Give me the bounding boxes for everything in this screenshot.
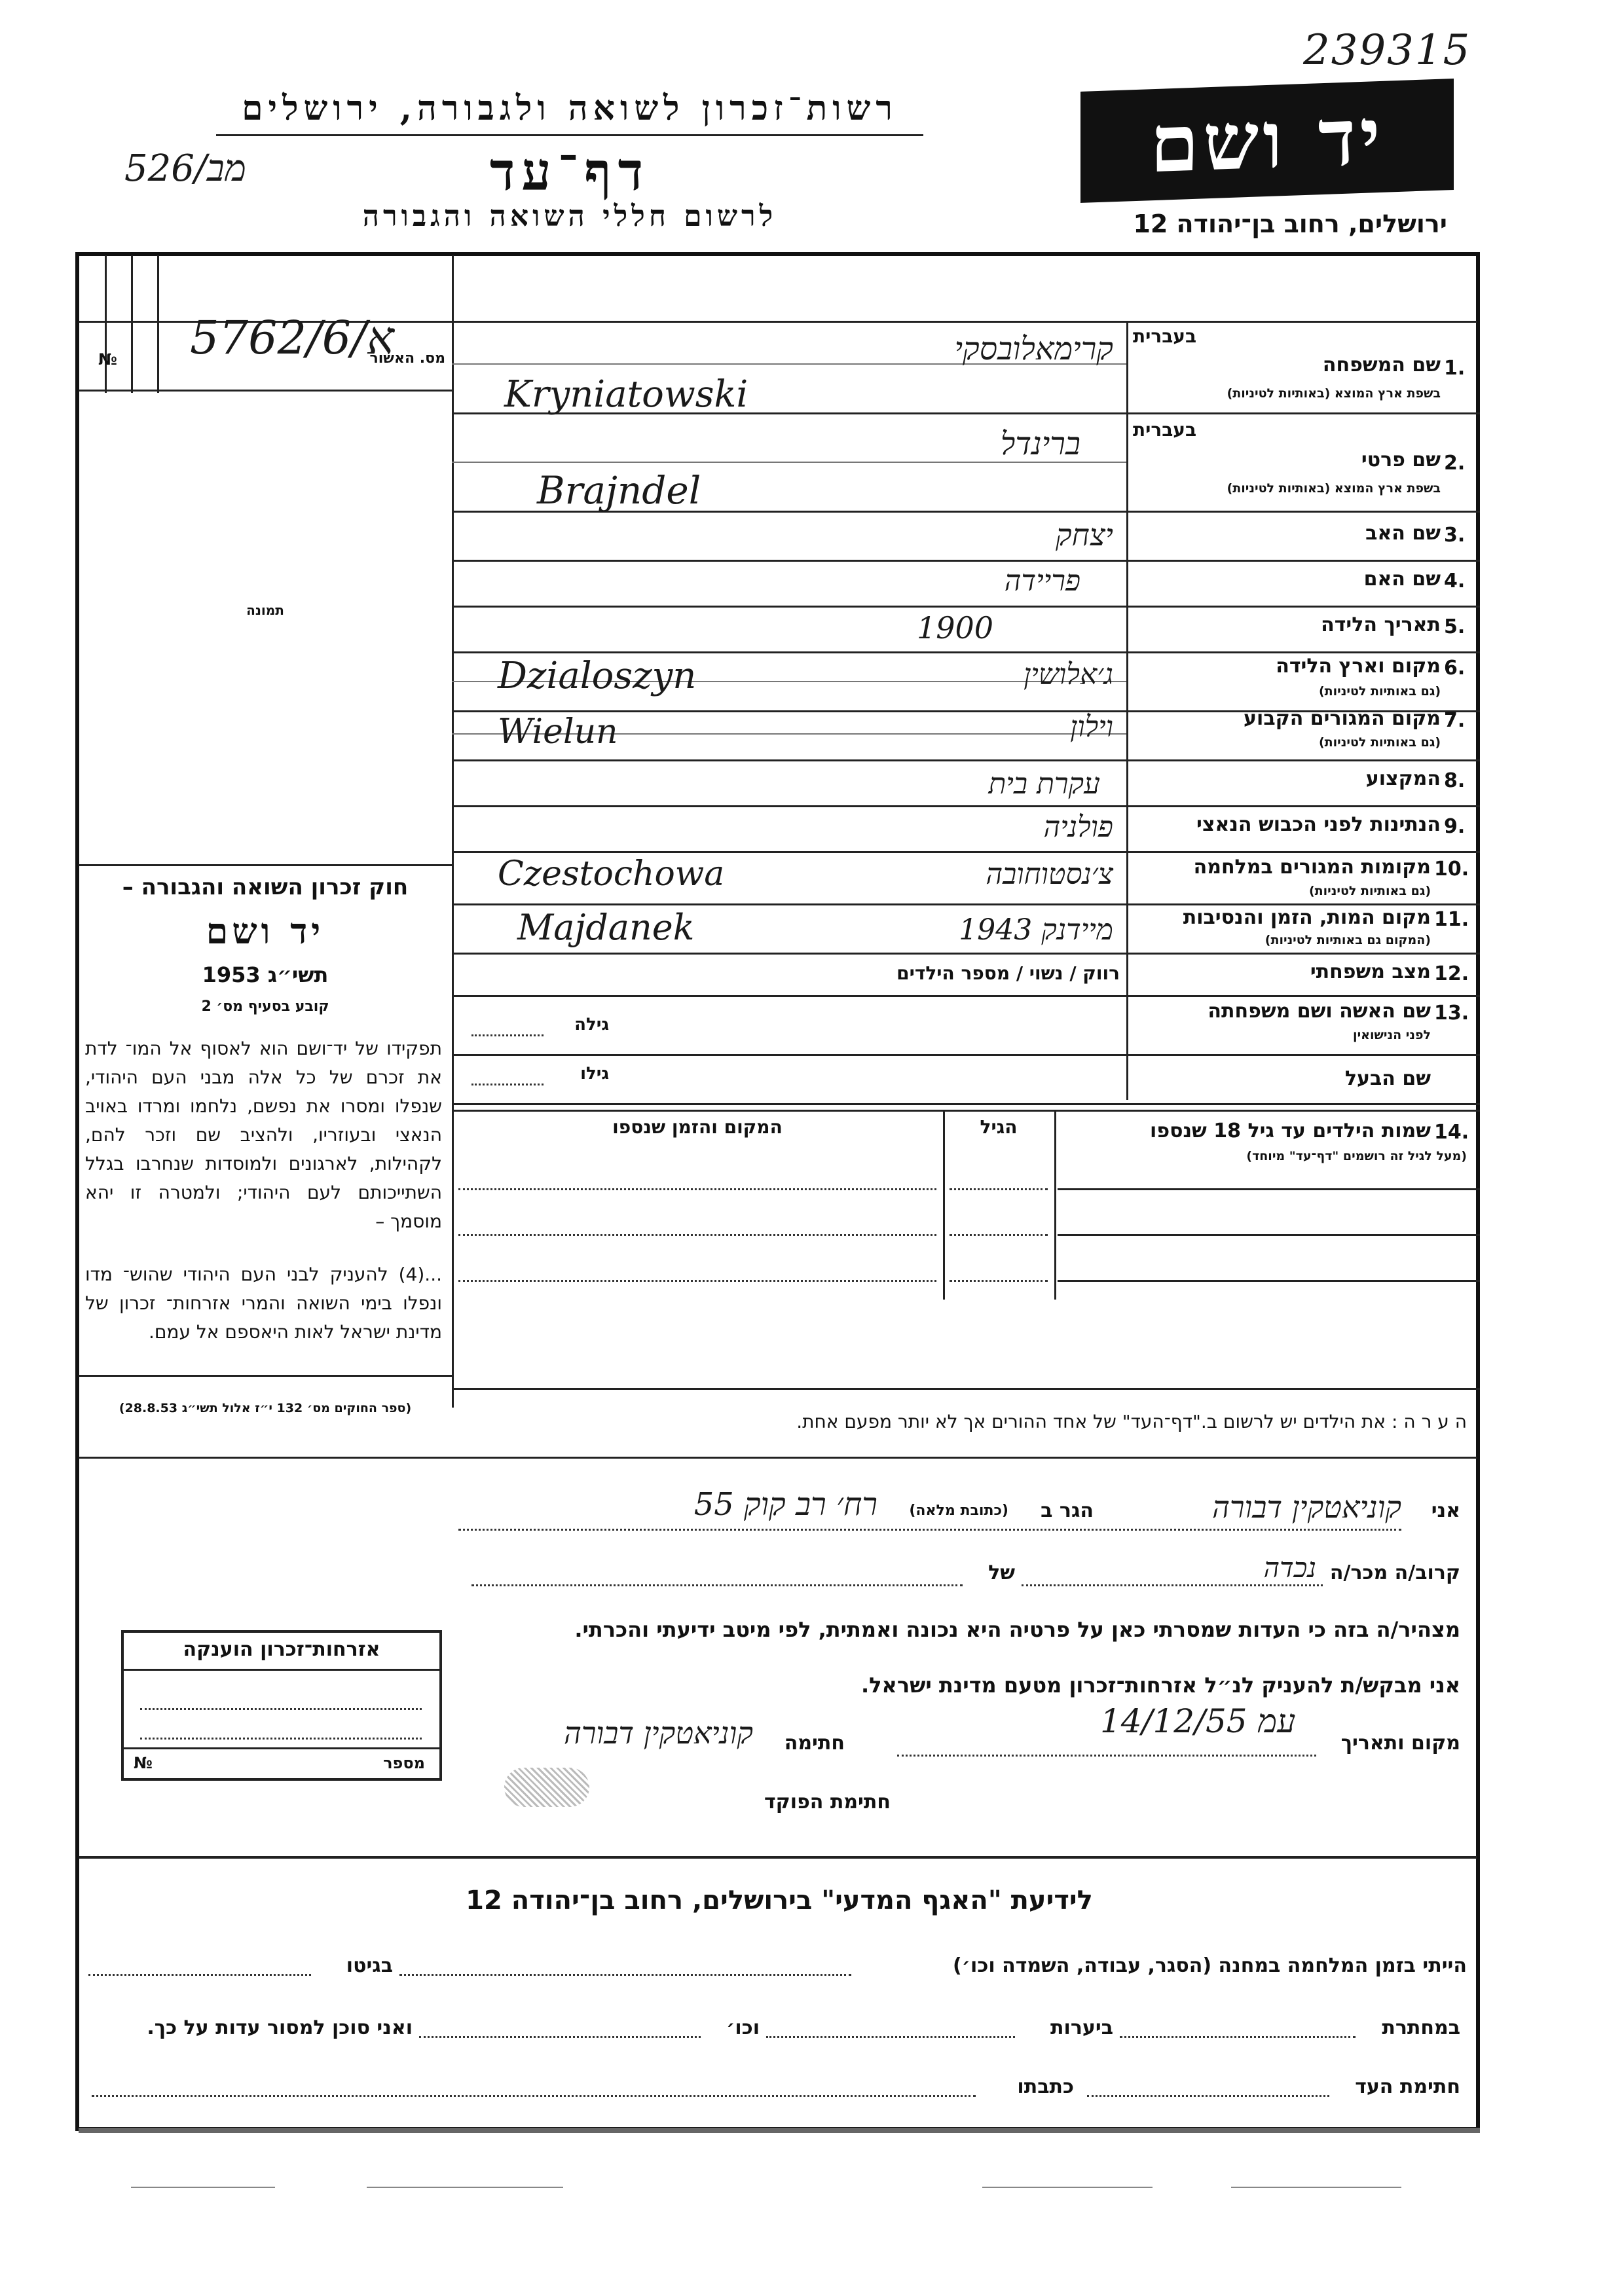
- declarant-address: רח׳ רב קוק 55: [693, 1486, 877, 1523]
- field-13-label: שם האשה ושם משפחתה: [1208, 1000, 1431, 1023]
- wife-age-label: גילה: [574, 1015, 609, 1034]
- field-11-value-lat: Majdanek: [517, 907, 695, 948]
- org-underline: [216, 134, 923, 136]
- place-date-value: עמ 14/12/55: [1100, 1702, 1296, 1740]
- field-6-sub: (גם באותיות לטיניות): [1318, 684, 1441, 699]
- footer-line2c: וכו׳: [726, 2016, 760, 2039]
- law-text-2: ...(4) להעניק לבני העם היהודי שהוש־ מדו ונפלו בימי השואה והמרי אזרחות־ זכרון של מדינת ישראל לאות היאספם אל עמם.: [85, 1264, 442, 1343]
- field-8-label: המקצוע: [1365, 767, 1441, 790]
- husband-age-label: גילו: [580, 1064, 609, 1084]
- citizenship-number-label: מספר: [383, 1754, 425, 1772]
- field-6-value-lat: Dzialoszyn: [498, 655, 697, 697]
- law-source: (ספר החוקים מס׳ 132 י״ז אלול תשי״ג 28.8.53): [119, 1401, 412, 1415]
- field-4-label: שם האם: [1363, 568, 1441, 591]
- field-3-value: יצחק: [1055, 517, 1113, 553]
- children-note: ה ע ר ה : את הילדים יש לרשום ב."דף־העד" של אחד ההורים אך לא יותר מפעם אחת.: [796, 1411, 1467, 1432]
- field-7-value-lat: Wielun: [498, 712, 618, 752]
- field-13-number: 13.: [1434, 1002, 1469, 1025]
- field-10-sub: (גם באותיות לטיניות): [1308, 884, 1431, 898]
- declarant-label: אני: [1431, 1499, 1460, 1522]
- field-11-sub: (המקום גם באותיות לטיניות): [1264, 933, 1431, 947]
- footer-line1b: בגיטו: [346, 1954, 393, 1977]
- field-9-value: פולניה: [1043, 811, 1113, 844]
- field-5-number: 5.: [1444, 615, 1466, 638]
- logo-text: יד ושם: [1150, 90, 1384, 191]
- field-11-value-heb: מיידנק 1943: [959, 913, 1113, 947]
- field-8-number: 8.: [1444, 769, 1466, 792]
- handwritten-ref: 526/מב: [124, 147, 246, 190]
- field-2-label: שם פרטי: [1361, 448, 1441, 471]
- signature-label: חתימה: [784, 1732, 845, 1755]
- field-12-number: 12.: [1434, 962, 1469, 985]
- citizenship-no-sign: №: [134, 1754, 153, 1772]
- field-12-label: מצב משפחתי: [1310, 960, 1431, 983]
- of-label: של: [988, 1561, 1015, 1584]
- citizenship-box: [121, 1630, 442, 1781]
- field-5-value: 1900: [917, 610, 994, 646]
- footer-line1a: הייתי בזמן המלחמה במחנה (הסגר, עבודה, השמדה וכו׳): [953, 1954, 1467, 1977]
- field-4-number: 4.: [1444, 570, 1466, 592]
- law-name: יד ושם: [206, 910, 325, 952]
- form-title: דף־עד: [489, 141, 650, 202]
- law-year: תשי״ג 1953: [202, 962, 329, 987]
- children-col-place: המקום והזמן שנספו: [612, 1116, 783, 1138]
- footer-line2b: ביערות: [1050, 2016, 1113, 2039]
- law-text-1: תפקידו של יד־ושם הוא לאסוף אל המו־ לדת את זכרם של כל אלה מבני העם היהודי, שנפלו ומסרו את נפשם, נלחמו ומרדו באויב הנאצי ובעוזריו, ולהציב שם וזכר להם, לקהילות, לארגונים ולמוסדות שנחרבו בגלל השתייכותם לעם היהודי; ולמטרה זו יהא מוסמך –: [85, 1038, 442, 1232]
- field-1-label: שם המשפחה: [1322, 354, 1441, 376]
- field-6-number: 6.: [1444, 657, 1466, 680]
- footer-line3b: כתבתו: [1017, 2075, 1074, 2098]
- field-2-sub: בשפת ארץ המוצא (באותיות לטיניות): [1227, 481, 1441, 496]
- children-label: שמות הילדים עד גיל 18 שנספו: [1150, 1120, 1431, 1142]
- field-2-value-heb: ברינדל: [1000, 426, 1080, 462]
- children-sub: (מעל לגיל זה רושמים "דף־עד" מיוחד): [1246, 1149, 1467, 1163]
- officer-signature-scribble: [504, 1768, 589, 1807]
- relation-label: קרוב/ה מכר/ה: [1329, 1561, 1460, 1584]
- field-7-sub: (גם באותיות לטיניות): [1318, 735, 1441, 750]
- field-1-value-heb: קרימאלובסקי: [954, 331, 1113, 367]
- place-date-label: מקום ותאריך: [1340, 1732, 1460, 1755]
- relation-value: נכדה: [1263, 1552, 1316, 1584]
- husband-label: שם הבעל: [1344, 1067, 1431, 1090]
- field-7-label: מקום המגורים הקבוע: [1244, 707, 1441, 730]
- field-11-number: 11.: [1434, 908, 1469, 931]
- officer-signature-label: חתימת הפוקד: [764, 1791, 891, 1813]
- footer-line3a: חתימת העד: [1355, 2075, 1460, 2098]
- footer-top-line: [79, 1856, 1477, 1859]
- children-number: 14.: [1434, 1121, 1469, 1144]
- field-10-label: מקומות המגורים במלחמה: [1193, 856, 1431, 879]
- husband-age-line[interactable]: [471, 1084, 544, 1085]
- stamp-number: 239315: [1303, 26, 1471, 75]
- declarant-name: קוניאטקין דבורה: [1211, 1489, 1401, 1525]
- org-line: רשות־זכרון לשואה ולגבורה, ירושלים: [242, 88, 898, 128]
- signature-value: קוניאטקין דבורה: [563, 1715, 753, 1751]
- citizenship-title: אזרחות־זכרון הוענקה: [183, 1638, 380, 1661]
- field-4-value: פריידה: [1004, 564, 1080, 598]
- field-8-value: עקרת בית: [988, 767, 1100, 801]
- field-10-number: 10.: [1434, 858, 1469, 881]
- field-1-sub: בשפת ארץ המוצא (באותיות לטיניות): [1227, 386, 1441, 401]
- left-column-divider: [452, 255, 454, 1408]
- field-9-label: הנתינות לפני הכבוש הנאצי: [1196, 813, 1441, 836]
- field-2-heb-tag: בעברית: [1133, 419, 1197, 441]
- field-1-heb-tag: בעברית: [1133, 325, 1197, 347]
- field-2-value-lat: Brajndel: [537, 468, 701, 513]
- address-line: ירושלים, רחוב בן־יהודה 12: [1133, 210, 1447, 238]
- children-col-age-left: [943, 1110, 945, 1300]
- form-subtitle: לרשום חללי השואה והגבורה: [362, 200, 777, 233]
- field-11-label: מקום המות, הזמן והנסיבות: [1183, 906, 1431, 929]
- field-5-label: תאריך הלידה: [1321, 613, 1441, 636]
- approval-label: מס. האשור: [369, 350, 445, 367]
- field-9-number: 9.: [1444, 815, 1466, 838]
- children-col-age: הגיל: [980, 1116, 1018, 1138]
- field-1-value-lat: Kryniatowski: [504, 373, 748, 416]
- field-6-value-heb: ג׳אלושין: [1024, 658, 1113, 691]
- declaration-request: אני מבקש/ת להעניק לנ״ל אזרחות־זכרון מטעם מדינת ישראל.: [861, 1673, 1460, 1698]
- field-1-number: 1.: [1444, 357, 1466, 380]
- footer-title: לידיעת "האגף המדעי" בירושלים, רחוב בן־יהודה 12: [466, 1886, 1093, 1916]
- law-title: חוק זכרון השואה והגבורה –: [122, 874, 409, 900]
- wife-age-line[interactable]: [471, 1034, 544, 1036]
- law-bottom-line: [79, 1375, 452, 1377]
- field-13-sub: לפני הנישואין: [1353, 1028, 1431, 1042]
- footer-line2a: במחתרת: [1382, 2016, 1460, 2039]
- lives-label: הגר ב: [1041, 1499, 1094, 1522]
- photo-label: תמונה: [246, 602, 284, 618]
- field-6-label: מקום וארץ הלידה: [1276, 655, 1441, 678]
- yad-vashem-logo: [1080, 79, 1454, 203]
- field-12-value: רווק / נשוי / מספר הילדים: [896, 962, 1120, 984]
- field-2-number: 2.: [1444, 452, 1466, 475]
- field-10-value-heb: צ׳נסטוחובה: [986, 858, 1113, 891]
- footer-line2d: ואני סוכן למסור עדות על כך.: [147, 2016, 413, 2039]
- field-3-number: 3.: [1444, 524, 1466, 547]
- field-10-value-lat: Czestochowa: [498, 854, 725, 894]
- law-clause: קובע בסעיף מס׳ 2: [201, 998, 329, 1015]
- address-hint: (כתובת מלאה): [909, 1503, 1008, 1519]
- approval-box: [79, 255, 452, 393]
- declaration-statement: מצהיר/ה בזה כי העדות שמסרתי כאן על פרטיה היא נכונה ואמתית, לפי מיטב ידיעתי והכרתי.: [574, 1617, 1460, 1642]
- field-7-value-heb: וילון: [1070, 710, 1113, 744]
- approval-number: א/5762/6: [190, 311, 394, 365]
- law-top-line: [79, 864, 452, 866]
- children-col-age-right: [1054, 1110, 1056, 1300]
- note-bottom-line: [79, 1457, 1477, 1459]
- field-7-number: 7.: [1444, 709, 1466, 732]
- approval-no-sign: №: [98, 350, 117, 369]
- field-3-label: שם האב: [1365, 522, 1441, 545]
